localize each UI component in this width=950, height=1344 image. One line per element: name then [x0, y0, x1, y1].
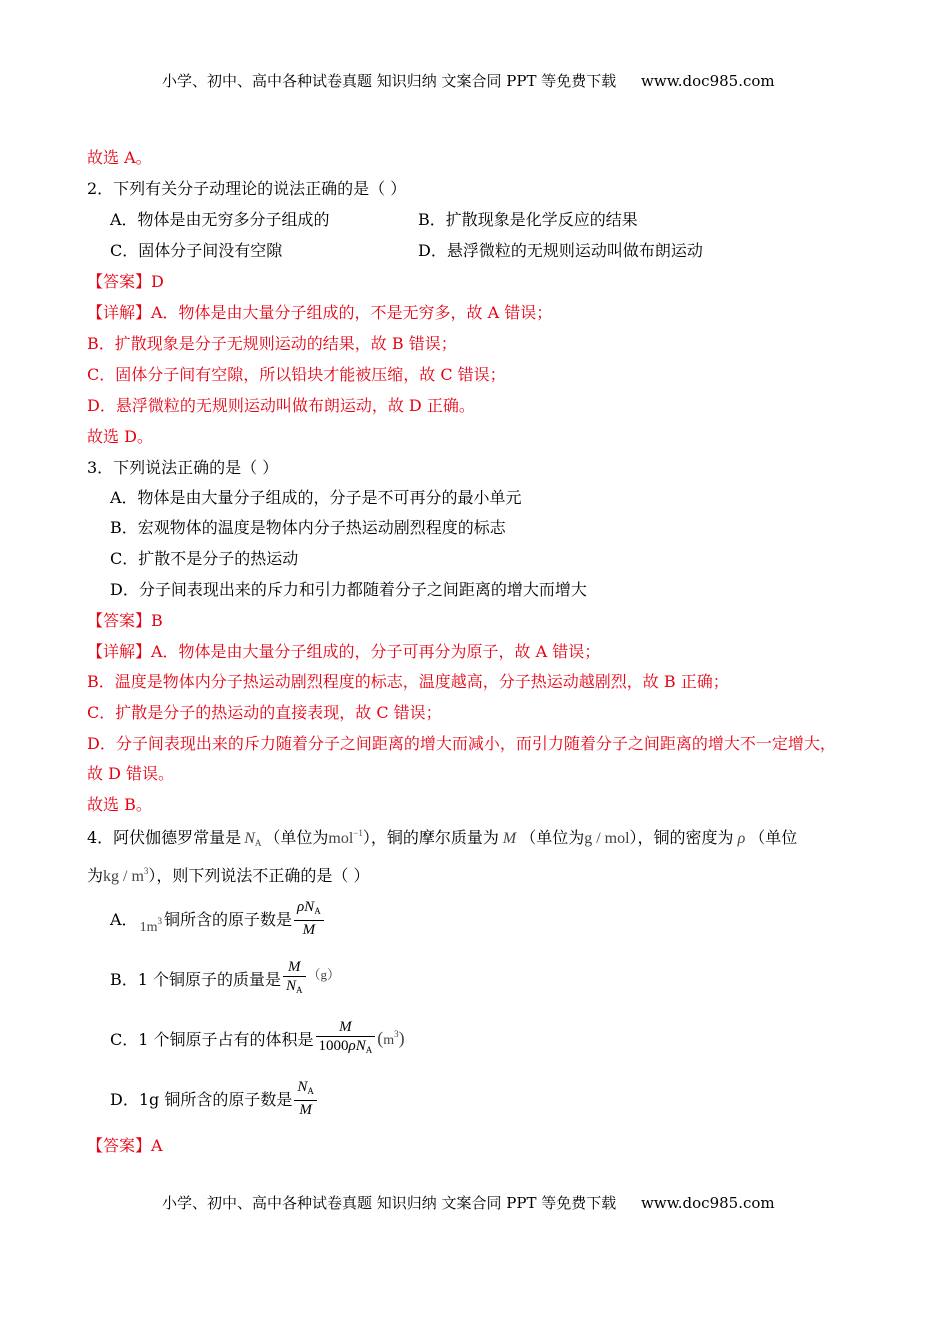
- unit-g-per-mol: g / mol: [584, 830, 630, 847]
- q3-option-c: C．扩散不是分子的热运动: [110, 549, 299, 568]
- prev-conclusion: 故选 A。: [87, 148, 152, 167]
- q3-detail-line: D．分子间表现出来的斥力随着分子之间距离的增大而减小，而引力随着分子之间距离的增大不一定增大，: [87, 734, 836, 753]
- page-header: [162, 70, 775, 91]
- option-b-unit: （g）: [307, 967, 341, 982]
- option-c-unit: $(m^3)$: [377, 1028, 405, 1048]
- symbol-na: $N_A$: [244, 830, 262, 848]
- option-a-volume: $1m^3$: [139, 916, 162, 935]
- q2-conclusion: 故选 D。: [87, 427, 153, 446]
- q3-conclusion: 故选 B。: [87, 795, 152, 814]
- q4-option-a: A． $1m^3$ 铜所含的原子数是 $\frac{\rho N_A}{M}$: [110, 898, 326, 939]
- footer-text: 小学、初中、高中各种试卷真题 知识归纳 文案合同 PPT 等免费下载: [162, 1194, 617, 1212]
- q2-option-b: B．扩散现象是化学反应的结果: [418, 210, 638, 229]
- q3-detail-line: 故 D 错误。: [87, 764, 175, 783]
- q2-stem: 2．下列有关分子动理论的说法正确的是（ ）: [87, 179, 407, 198]
- q4-option-d: D．1g 铜所含的原子数是 $\frac{N_A}{M}$: [110, 1078, 319, 1119]
- q3-option-a: A．物体是由大量分子组成的，分子是不可再分的最小单元: [110, 488, 522, 507]
- q2-option-d: D．悬浮微粒的无规则运动叫做布朗运动: [418, 241, 703, 260]
- q2-detail-line: B．扩散现象是分子无规则运动的结果，故 B 错误；: [87, 334, 457, 353]
- symbol-m: M: [502, 830, 517, 847]
- q2-detail-line: 【详解】A．物体是由大量分子组成的，不是无穷多，故 A 错误；: [87, 303, 553, 322]
- option-a-fraction: $\frac{\rho N_A}{M}$: [294, 898, 324, 939]
- q2-option-c: C．固体分子间没有空隙: [110, 241, 283, 260]
- q4-option-c: C．1 个铜原子占有的体积是 $\frac{M}{1000\rho N_A}$ $(m^3)$: [110, 1018, 405, 1059]
- page-footer: [162, 1192, 775, 1213]
- q3-detail-line: B．温度是物体内分子热运动剧烈程度的标志，温度越高，分子热运动越剧烈，故 B 正确；: [87, 672, 729, 691]
- q2-answer: 【答案】D: [87, 272, 164, 291]
- q4-stem-line1: 4．阿伏伽德罗常量是 $N_A$ （单位为mol$^{-1}$），铜的摩尔质量为 M （单位为g / mol），铜的密度为 ρ （单位: [87, 828, 798, 848]
- q3-stem: 3．下列说法正确的是（ ）: [87, 458, 279, 477]
- unit-kg-per-m3: kg / $m^3$: [103, 866, 149, 885]
- header-site: www.doc985.com: [641, 72, 775, 90]
- q2-detail-line: D．悬浮微粒的无规则运动叫做布朗运动，故 D 正确。: [87, 396, 475, 415]
- unit-mol: mol$^{-1}$: [328, 828, 363, 847]
- q4-stem-line2: 为kg / $m^3$），则下列说法不正确的是（ ）: [87, 866, 370, 885]
- q3-option-b: B．宏观物体的温度是物体内分子热运动剧烈程度的标志: [110, 518, 506, 537]
- option-c-fraction: $\frac{M}{1000\rho N_A}$: [316, 1018, 376, 1059]
- option-d-fraction: $\frac{N_A}{M}$: [294, 1078, 317, 1119]
- symbol-rho: ρ: [737, 830, 746, 847]
- q2-option-a: A．物体是由无穷多分子组成的: [110, 210, 330, 229]
- q3-detail-line: C．扩散是分子的热运动的直接表现，故 C 错误；: [87, 703, 442, 722]
- footer-site: www.doc985.com: [641, 1194, 775, 1212]
- option-b-fraction: $\frac{M}{N_A}$: [283, 958, 306, 999]
- q3-option-d: D．分子间表现出来的斥力和引力都随着分子之间距离的增大而增大: [110, 580, 587, 599]
- q3-answer: 【答案】B: [87, 611, 163, 630]
- q4-option-b: B．1 个铜原子的质量是 $\frac{M}{N_A}$ $^{(g)}$: [110, 958, 340, 999]
- q2-detail-line: C．固体分子间有空隙，所以铅块才能被压缩，故 C 错误；: [87, 365, 506, 384]
- q4-answer: 【答案】A: [87, 1136, 163, 1155]
- header-text: 小学、初中、高中各种试卷真题 知识归纳 文案合同 PPT 等免费下载: [162, 72, 617, 90]
- q3-detail-line: 【详解】A．物体是由大量分子组成的，分子可再分为原子，故 A 错误；: [87, 642, 601, 661]
